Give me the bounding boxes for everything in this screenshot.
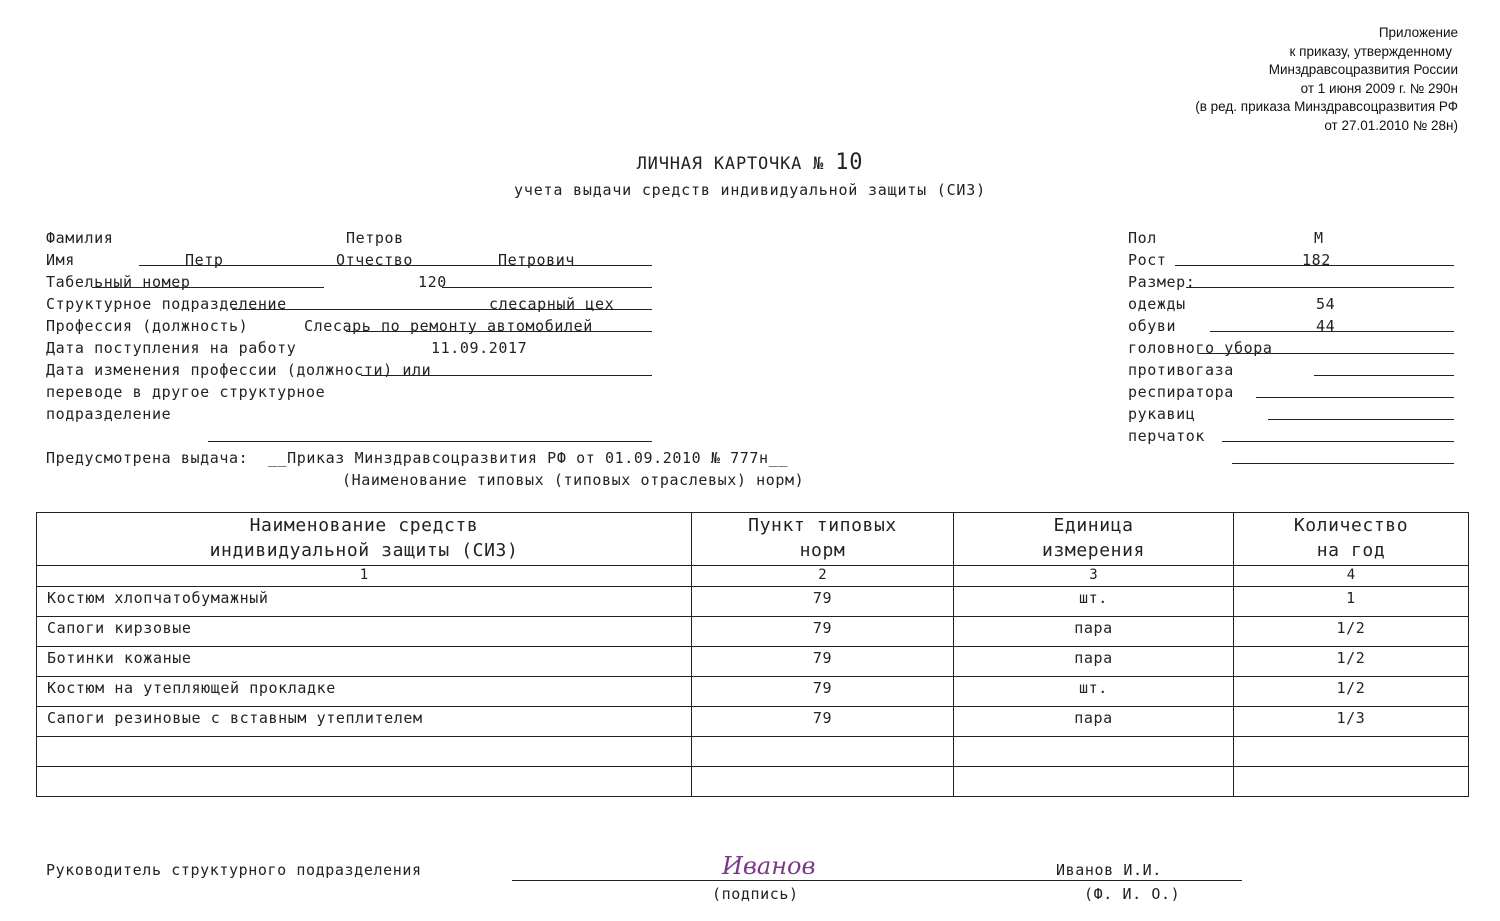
card-number: 10 — [835, 150, 864, 175]
table-row — [37, 767, 1469, 797]
shoes-label: обуви — [1128, 317, 1177, 335]
qty-cell: 1/2 — [1234, 617, 1469, 647]
siz-name-cell: Костюм хлопчатобумажный — [37, 587, 692, 617]
sex-row — [1128, 229, 1454, 251]
issuance-caption: (Наименование типовых (типовых отраслевых) норм) — [342, 471, 805, 489]
start-date-label: Дата поступления на работу — [46, 339, 297, 357]
gloves-line — [1232, 445, 1454, 464]
gasmask-label: противогаза — [1128, 361, 1234, 379]
siz-table — [36, 512, 1469, 797]
gloves-label: перчаток — [1128, 427, 1206, 445]
sex-value: М — [1314, 229, 1324, 247]
issuance-label: Предусмотрена выдача: — [46, 449, 249, 467]
clothes-row — [1128, 295, 1454, 317]
appendix-line: Минздравсоцразвития России — [1268, 62, 1458, 77]
surname-value: Петров — [346, 229, 404, 247]
respirator-label: респиратора — [1128, 383, 1234, 401]
unit-cell: пара — [954, 617, 1234, 647]
qty-cell — [1234, 767, 1469, 797]
unit-cell: пара — [954, 707, 1234, 737]
unit-cell: пара — [954, 647, 1234, 677]
sex-label: Пол — [1128, 229, 1157, 247]
column-number: 2 — [692, 566, 954, 587]
gloves-row — [1128, 427, 1454, 449]
table-row — [37, 707, 1469, 737]
siz-name-cell — [37, 767, 692, 797]
siz-name-cell: Сапоги кирзовые — [37, 617, 692, 647]
appendix-line: от 27.01.2010 № 28н) — [1324, 117, 1458, 133]
clothes-value: 54 — [1316, 295, 1336, 313]
norm-item-cell: 79 — [692, 707, 954, 737]
tab-number-value: 120 — [418, 273, 447, 291]
appendix-block — [1195, 24, 1458, 135]
norm-item-cell: 79 — [692, 617, 954, 647]
tab-number-row — [46, 273, 652, 295]
department-value: слесарный цех — [489, 295, 615, 313]
column-number: 1 — [37, 566, 692, 587]
headwear-row — [1128, 339, 1454, 361]
clothes-label: одежды — [1128, 295, 1186, 313]
unit-cell — [954, 737, 1234, 767]
siz-name-cell — [37, 737, 692, 767]
qty-cell: 1/2 — [1234, 647, 1469, 677]
qty-cell: 1 — [1234, 587, 1469, 617]
mittens-label: рукавиц — [1128, 405, 1196, 423]
name-row — [46, 251, 652, 273]
department-row — [46, 295, 652, 317]
surname-row — [46, 229, 652, 251]
name-value: Петр — [185, 251, 224, 269]
profession-row — [46, 317, 652, 339]
signature-text: Иванов — [722, 852, 816, 880]
patronymic-label: Отчество — [336, 251, 414, 269]
fio-caption: (Ф. И. О.) — [1084, 885, 1181, 903]
appendix-line: Приложение — [1378, 25, 1458, 40]
profession-label: Профессия (должность) — [46, 317, 249, 335]
change-label-2: переводе в другое структурное — [46, 383, 326, 401]
unit-cell: шт. — [954, 677, 1234, 707]
table-header-row — [37, 513, 1469, 566]
issuance-value: __Приказ Минздравсоцразвития РФ от 01.09.2010 № 777н__ — [267, 449, 788, 467]
table-row — [37, 587, 1469, 617]
surname-label: Фамилия — [46, 229, 114, 247]
name-label: Имя — [46, 251, 75, 269]
mittens-row — [1128, 405, 1454, 427]
change-row-1 — [46, 361, 652, 383]
norm-item-cell — [692, 737, 954, 767]
qty-cell: 1/2 — [1234, 677, 1469, 707]
start-date-row — [46, 339, 652, 361]
issuance-row — [46, 449, 788, 467]
appendix-line: к приказу, утвержденному — [1289, 43, 1452, 59]
gasmask-row — [1128, 361, 1454, 383]
header-qty-per-year: Количество на год — [1234, 513, 1469, 566]
appendix-line: от 1 июня 2009 г. № 290н — [1300, 80, 1458, 96]
table-column-numbers — [37, 566, 1469, 587]
height-row — [1128, 251, 1454, 273]
handwritten-signature — [718, 846, 818, 886]
signature-caption: (подпись) — [712, 885, 799, 903]
table-row — [37, 617, 1469, 647]
change-label-1: Дата изменения профессии (должности) или — [46, 361, 432, 379]
change-label-3: подразделение — [46, 405, 172, 423]
unit-cell — [954, 767, 1234, 797]
siz-name-cell: Сапоги резиновые с вставным утеплителем — [37, 707, 692, 737]
shoes-row — [1128, 317, 1454, 339]
column-number: 4 — [1234, 566, 1469, 587]
table-row — [37, 737, 1469, 767]
unit-cell: шт. — [954, 587, 1234, 617]
size-row — [1128, 273, 1454, 295]
height-label: Рост — [1128, 251, 1167, 269]
shoes-value: 44 — [1316, 317, 1336, 335]
norm-item-cell — [692, 767, 954, 797]
qty-cell — [1234, 737, 1469, 767]
siz-name-cell: Костюм на утепляющей прокладке — [37, 677, 692, 707]
start-date-value: 11.09.2017 — [431, 339, 528, 357]
card-title-prefix: ЛИЧНАЯ КАРТОЧКА № — [636, 154, 825, 174]
header-norm-item: Пункт типовых норм — [692, 513, 954, 566]
headwear-label: головного убора — [1128, 339, 1273, 357]
norm-item-cell: 79 — [692, 587, 954, 617]
respirator-row — [1128, 383, 1454, 405]
card-subtitle: учета выдачи средств индивидуальной защиты (СИЗ) — [514, 181, 986, 199]
tab-number-label: Табельный номер — [46, 273, 191, 291]
table-row — [37, 647, 1469, 677]
change-row-2 — [46, 383, 652, 405]
column-number: 3 — [954, 566, 1234, 587]
siz-name-cell: Ботинки кожаные — [37, 647, 692, 677]
fio-value: Иванов И.И. — [1056, 861, 1162, 879]
size-label: Размер: — [1128, 273, 1196, 291]
norm-item-cell: 79 — [692, 677, 954, 707]
profession-value: Слесарь по ремонту автомобилей — [304, 317, 593, 335]
header-unit: Единица измерения — [954, 513, 1234, 566]
norm-item-cell: 79 — [692, 647, 954, 677]
qty-cell: 1/3 — [1234, 707, 1469, 737]
change-row-3 — [46, 405, 652, 427]
head-label: Руководитель структурного подразделения — [46, 861, 422, 879]
change-line — [208, 423, 652, 442]
patronymic-value: Петрович — [498, 251, 576, 269]
table-row — [37, 677, 1469, 707]
header-siz-name: Наименование средств индивидуальной защиты (СИЗ) — [37, 513, 692, 566]
card-title — [0, 150, 1500, 175]
height-value: 182 — [1302, 251, 1331, 269]
department-label: Структурное подразделение — [46, 295, 287, 313]
appendix-line: (в ред. приказа Минздравсоцразвития РФ — [1195, 99, 1458, 114]
